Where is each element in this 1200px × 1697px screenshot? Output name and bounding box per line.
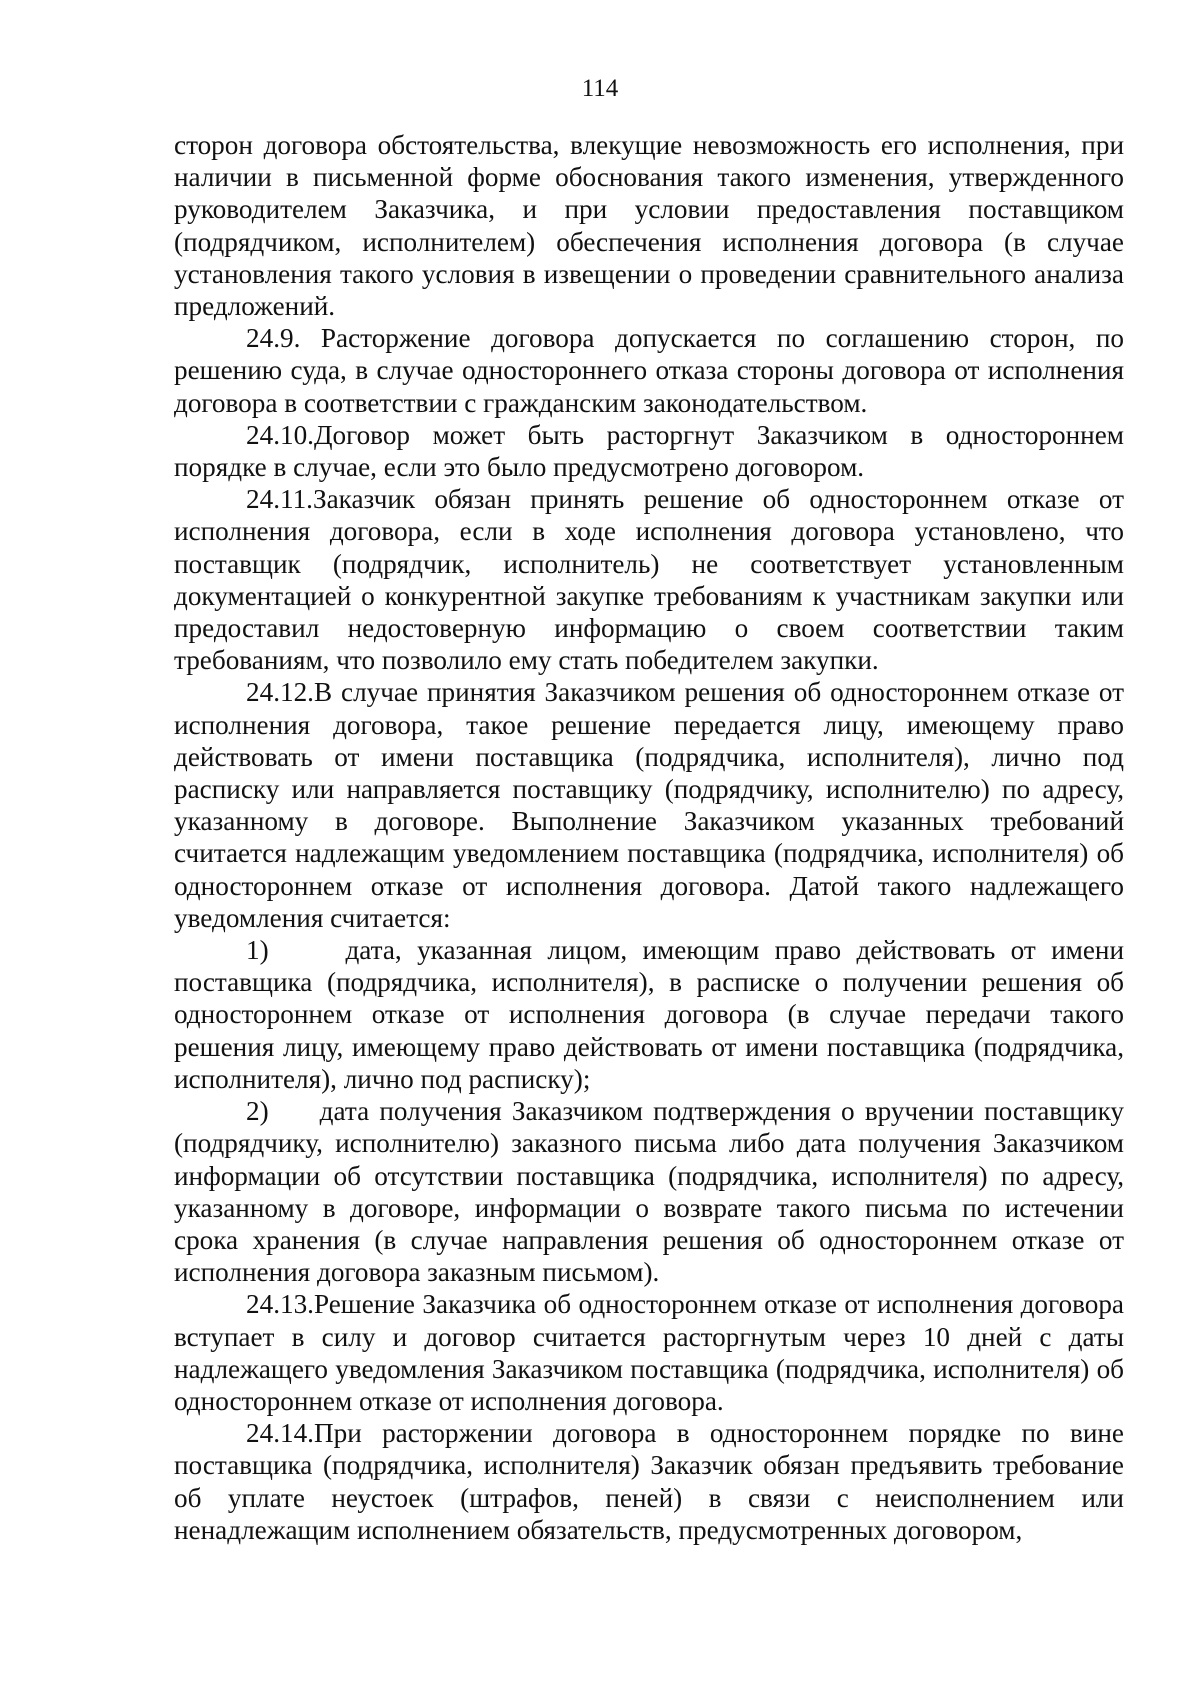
paragraph-24-13: 24.13.Решение Заказчика об одностороннем отказе от исполнения договора вступает в силу и договор считается расторгнутым через 10 дней с даты надлежащего уведомления Заказчиком поставщика (подрядчика, исполнителя) об одностороннем отказе от исполнения договора.	[174, 1289, 1124, 1416]
list-item-2: 2) дата получения Заказчиком подтверждения о вручении поставщику (подрядчику, исполнителю) заказного письма либо дата получения Заказчиком информации об отсутствии поставщика (подрядчика, исполнителя) по адресу, указанному в договоре, информации о возврате такого письма по истечении срока хранения (в случае направления решения об одностороннем отказе от исполнения договора заказным письмом).	[174, 1096, 1124, 1288]
paragraph-continuation: сторон договора обстоятельства, влекущие невозможность его исполнения, при наличии в письменной форме обоснования такого изменения, утвержденного руководителем Заказчика, и при условии предоставления поставщиком (подрядчиком, исполнителем) обеспечения исполнения договора (в случае установления такого условия в извещении о проведении сравнительного анализа предложений.	[174, 130, 1124, 322]
paragraph-24-10: 24.10.Договор может быть расторгнут Заказчиком в одностороннем порядке в случае, если это было предусмотрено договором.	[174, 419, 1124, 483]
page-number: 114	[581, 75, 619, 102]
paragraph-24-11: 24.11.Заказчик обязан принять решение об одностороннем отказе от исполнения договора, если в ходе исполнения договора установлено, что поставщик (подрядчик, исполнитель) не соответствует установленным документацией о конкурентной закупке требованиям к участникам закупки или предоставил недостоверную информацию о своем соответствии таким требованиям, что позволило ему стать победителем закупки.	[174, 484, 1124, 676]
paragraph-24-9: 24.9. Расторжение договора допускается по соглашению сторон, по решению суда, в случае одностороннего отказа стороны договора от исполнения договора в соответствии с гражданским законодательством.	[174, 323, 1124, 418]
paragraph-24-12: 24.12.В случае принятия Заказчиком решения об одностороннем отказе от исполнения договора, такое решение передается лицу, имеющему право действовать от имени поставщика (подрядчика, исполнителя), лично под расписку или направляется поставщику (подрядчику, исполнителю) по адресу, указанному в договоре. Выполнение Заказчиком указанных требований считается надлежащим уведомлением поставщика (подрядчика, исполнителя) об одностороннем отказе от исполнения договора. Датой такого надлежащего уведомления считается:	[174, 677, 1124, 933]
paragraph-24-14: 24.14.При расторжении договора в одностороннем порядке по вине поставщика (подрядчика, исполнителя) Заказчик обязан предъявить требование об уплате неустоек (штрафов, пеней) в связи с неисполнением или ненадлежащим исполнением обязательств, предусмотренных договором,	[174, 1418, 1124, 1545]
document-body	[174, 129, 1124, 1546]
list-item-1: 1) дата, указанная лицом, имеющим право действовать от имени поставщика (подрядчика, исполнителя), в расписке о получении решения об одностороннем отказе от исполнения договора (в случае передачи такого решения лицу, имеющему право действовать от имени поставщика (подрядчика, исполнителя), лично под расписку);	[174, 935, 1124, 1094]
